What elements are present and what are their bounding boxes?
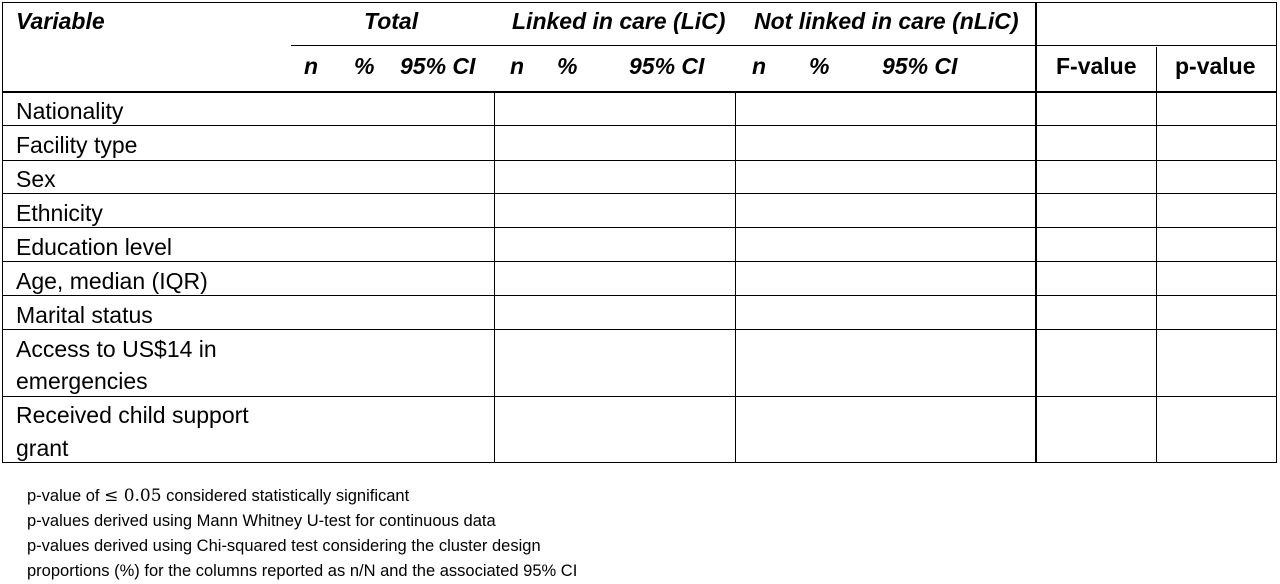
row-rule-4 [3, 227, 1276, 228]
header-lic: Linked in care (LiC) [512, 8, 726, 34]
subheader-rule [291, 45, 1036, 46]
subheader-nlic-n: n [752, 53, 767, 79]
row-label-marital-status: Marital status [16, 302, 153, 328]
subheader-lic-n: n [510, 53, 525, 79]
footnotes [27, 484, 577, 584]
header-nlic: Not linked in care (nLiC) [754, 8, 1019, 34]
row-rule-3 [3, 193, 1276, 194]
subheader-lic-ci: 95% CI [629, 53, 705, 79]
col-divider-nlic [1035, 3, 1037, 462]
col-divider-fvalue [1156, 47, 1157, 462]
row-label-child-support-line2: grant [16, 435, 69, 461]
footnote-significance-suffix: considered statistically significant [166, 487, 410, 505]
row-label-nationality: Nationality [16, 98, 124, 124]
header-f-value: F-value [1056, 53, 1137, 79]
row-rule-6 [3, 295, 1276, 296]
row-label-ethnicity: Ethnicity [16, 200, 103, 226]
row-label-access-funds-line1: Access to US$14 in [16, 336, 217, 362]
row-rule-5 [3, 261, 1276, 262]
row-label-sex: Sex [16, 166, 56, 192]
row-rule-7 [3, 329, 1276, 330]
subheader-total-n: n [304, 53, 319, 79]
row-label-age: Age, median (IQR) [16, 268, 208, 294]
footnote-proportions: proportions (%) for the columns reported as n/N and the associated 95% CI [27, 562, 578, 580]
col-divider-variable [494, 91, 495, 462]
subheader-total-pct: % [354, 53, 375, 79]
row-rule-2 [3, 160, 1276, 161]
header-total: Total [364, 8, 419, 34]
header-variable: Variable [16, 8, 105, 34]
row-rule-8 [3, 396, 1276, 397]
header-p-value: p-value [1175, 53, 1256, 79]
results-table [2, 2, 1277, 463]
header-bottom-rule [3, 91, 1276, 93]
subheader-nlic-pct: % [809, 53, 830, 79]
footnote-chi-squared: p-values derived using Chi-squared test considering the cluster design [27, 537, 541, 555]
subheader-nlic-ci: 95% CI [882, 53, 958, 79]
subheader-lic-pct: % [557, 53, 578, 79]
row-label-facility-type: Facility type [16, 132, 138, 158]
footnote-significance [27, 484, 577, 509]
row-rule-1 [3, 125, 1276, 126]
row-label-access-funds-line2: emergencies [16, 368, 148, 394]
footnote-mann-whitney: p-values derived using Mann Whitney U-test for continuous data [27, 512, 496, 530]
row-label-child-support-line1: Received child support [16, 402, 249, 428]
footnote-significance-prefix: p-value of [27, 487, 100, 505]
row-label-education-level: Education level [16, 234, 172, 260]
subheader-total-ci: 95% CI [400, 53, 476, 79]
stat-header-rule [1035, 45, 1276, 46]
col-divider-lic [735, 91, 736, 462]
footnote-significance-threshold: ≤ 0.05 [104, 486, 162, 506]
